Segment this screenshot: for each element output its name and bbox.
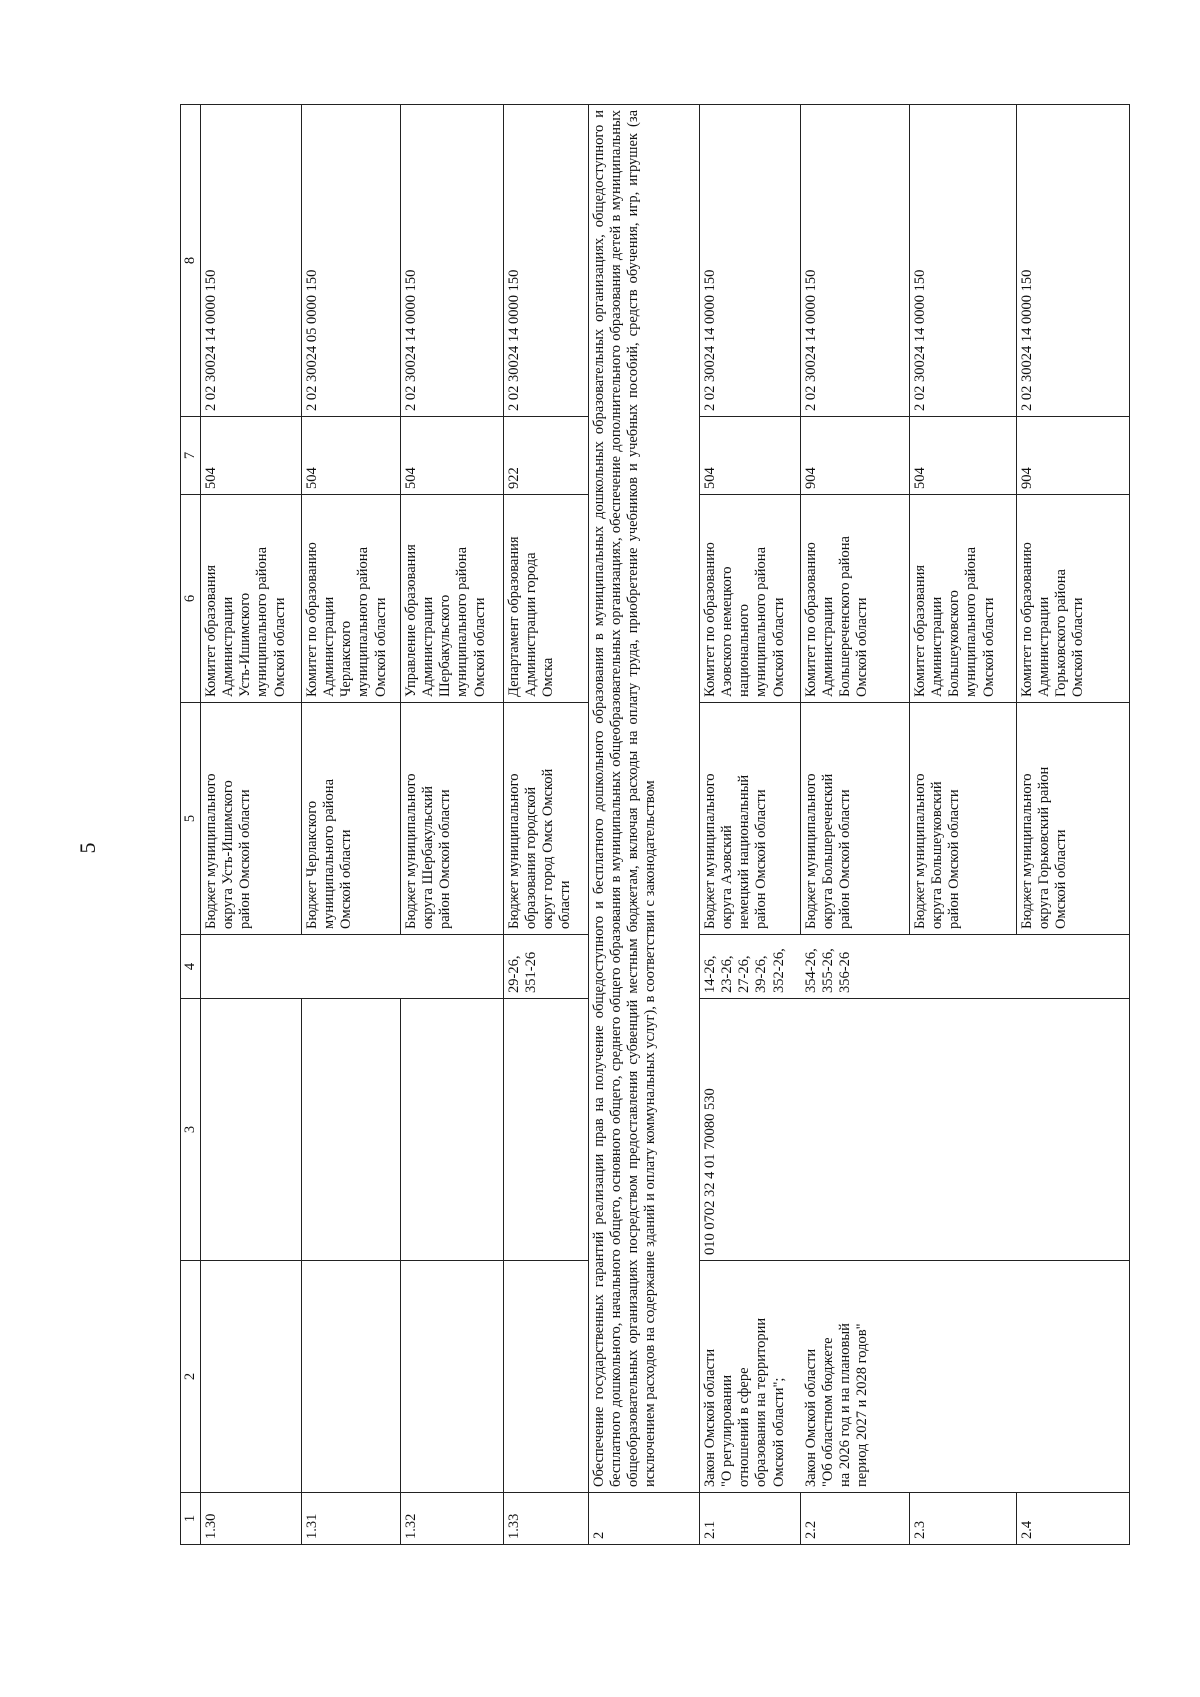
budget-cell bbox=[1017, 703, 1130, 935]
admin-line: Комитет по образованию bbox=[803, 542, 820, 697]
admin-line: Горьковского района bbox=[1053, 569, 1070, 697]
law-cell bbox=[1017, 1261, 1130, 1493]
budget-line: район Омской области bbox=[237, 789, 254, 929]
law-line: отношений в сфере bbox=[736, 1367, 753, 1487]
budget-line: округа Усть-Ишимского bbox=[220, 780, 237, 929]
law-cell bbox=[302, 1261, 401, 1493]
column-header: 7 bbox=[181, 417, 201, 495]
budget-line: Бюджет муниципального bbox=[912, 773, 929, 929]
admin-cell bbox=[302, 495, 401, 703]
law-cell bbox=[504, 1261, 589, 1493]
budget-line: немецкий национальный bbox=[736, 774, 753, 929]
table-row bbox=[504, 105, 589, 1545]
admin-line: Шербакульского bbox=[437, 594, 454, 697]
admin-line: Администрации bbox=[420, 596, 437, 697]
admin-line: Омской области bbox=[980, 597, 997, 697]
budget-cell bbox=[401, 703, 504, 935]
law-line: Закон Омской области bbox=[802, 1348, 819, 1487]
row-number: 2.1 bbox=[700, 1493, 801, 1545]
admin-line: Администрации bbox=[220, 596, 237, 697]
law-line: образования на территории bbox=[753, 1317, 770, 1487]
budget-line: муниципального района bbox=[321, 779, 338, 929]
code-cell: 504 bbox=[401, 417, 504, 495]
budget-line: район Омской области bbox=[837, 789, 854, 929]
column-header: 1 bbox=[181, 1493, 201, 1545]
kbk-cell: 2 02 30024 14 0000 150 bbox=[1017, 105, 1130, 417]
points-cell bbox=[801, 935, 910, 999]
admin-line: Омской области bbox=[471, 597, 488, 697]
admin-line: Администрации bbox=[1036, 596, 1053, 697]
budget-line: район Омской области bbox=[437, 789, 454, 929]
kbk-cell: 2 02 30024 14 0000 150 bbox=[401, 105, 504, 417]
classifier-cell bbox=[201, 999, 302, 1261]
admin-line: Комитет по образованию bbox=[1019, 542, 1036, 697]
points-line: 351-26 bbox=[523, 951, 540, 993]
admin-cell bbox=[201, 495, 302, 703]
row-number: 2.3 bbox=[910, 1493, 1017, 1545]
law-line: Омской области"; bbox=[770, 1377, 787, 1487]
section-row bbox=[589, 105, 700, 1545]
classifier-cell bbox=[1017, 999, 1130, 1261]
admin-line: Азовского немецкого bbox=[719, 566, 736, 697]
admin-cell bbox=[910, 495, 1017, 703]
row-number: 2 bbox=[589, 1493, 700, 1545]
rotated-table-wrapper bbox=[180, 105, 1200, 1545]
admin-line: муниципального района bbox=[355, 547, 372, 697]
admin-line: Омской области bbox=[271, 597, 288, 697]
row-number: 1.30 bbox=[201, 1493, 302, 1545]
table-row bbox=[700, 105, 801, 1545]
law-line: "Об областном бюджете bbox=[819, 1337, 836, 1487]
admin-line: Комитет образования bbox=[203, 564, 220, 697]
code-cell: 504 bbox=[201, 417, 302, 495]
kbk-cell: 2 02 30024 14 0000 150 bbox=[700, 105, 801, 417]
law-cell bbox=[700, 1261, 801, 1493]
kbk-cell: 2 02 30024 05 0000 150 bbox=[302, 105, 401, 417]
admin-line: Администрации bbox=[929, 596, 946, 697]
points-cell bbox=[700, 935, 801, 999]
admin-line: Управление образования bbox=[403, 544, 420, 697]
budget-line: округа Большереченский bbox=[820, 773, 837, 929]
row-number: 1.33 bbox=[504, 1493, 589, 1545]
code-cell: 922 bbox=[504, 417, 589, 495]
points-line: 356-26 bbox=[836, 951, 853, 993]
column-header: 4 bbox=[181, 935, 201, 999]
budget-line: Бюджет муниципального bbox=[803, 773, 820, 929]
budget-line: Бюджет Черлакского bbox=[304, 800, 321, 929]
budget-cell bbox=[801, 703, 910, 935]
classifier-cell bbox=[401, 999, 504, 1261]
admin-line: Администрации города bbox=[523, 552, 540, 697]
classifier-cell bbox=[801, 999, 910, 1261]
kbk-cell: 2 02 30024 14 0000 150 bbox=[910, 105, 1017, 417]
admin-line: Администрации bbox=[820, 596, 837, 697]
column-header: 3 bbox=[181, 999, 201, 1261]
budget-line: район Омской области bbox=[753, 789, 770, 929]
subvention-table bbox=[180, 104, 1130, 1545]
admin-line: Омской области bbox=[372, 597, 389, 697]
admin-line: Омска bbox=[540, 657, 557, 697]
column-header: 5 bbox=[181, 703, 201, 935]
points-cell bbox=[910, 935, 1017, 999]
budget-line: Бюджет муниципального bbox=[1019, 773, 1036, 929]
law-line: период 2027 и 2028 годов" bbox=[853, 1323, 870, 1487]
admin-line: Комитет по образованию bbox=[702, 542, 719, 697]
section-description: Обеспечение государственных гарантий реализации прав на получение общедоступного и бесплатного дошкольного образования в муниципальных дошкольных образовательных организациях, общедоступного и бесплатного дошкольного, начального общего, основного общего, среднего общего образования в муниципальных общеобразовательных организациях, обеспечение дополнительного образования детей в муниципальных общеобразовательных организациях посредством предоставления субвенций местным бюджетам, включая расходы на оплату труда, приобретение учебников и учебных пособий, средств обучения, игр, игрушек (за исключением расходов на содержание зданий и оплату коммунальных услуг), в соответствии с законодательством bbox=[589, 105, 700, 1493]
budget-line: Бюджет муниципального bbox=[702, 773, 719, 929]
budget-line: Омской области bbox=[338, 829, 355, 929]
budget-line: район Омской области bbox=[946, 789, 963, 929]
admin-line: Большереченского района bbox=[837, 536, 854, 697]
points-line: 29-26, bbox=[506, 955, 523, 993]
admin-cell bbox=[401, 495, 504, 703]
table-row bbox=[201, 105, 302, 1545]
code-cell: 904 bbox=[1017, 417, 1130, 495]
budget-line: Омской области bbox=[1053, 829, 1070, 929]
budget-cell bbox=[504, 703, 589, 935]
budget-line: округа Горьковский район bbox=[1036, 766, 1053, 929]
budget-cell bbox=[910, 703, 1017, 935]
column-header: 6 bbox=[181, 495, 201, 703]
law-cell bbox=[401, 1261, 504, 1493]
admin-line: муниципального района bbox=[254, 547, 271, 697]
code-cell: 504 bbox=[700, 417, 801, 495]
law-line: на 2026 год и на плановый bbox=[836, 1323, 853, 1487]
admin-line: Администрации bbox=[321, 596, 338, 697]
row-number: 2.4 bbox=[1017, 1493, 1130, 1545]
table-header-row bbox=[181, 105, 201, 1545]
classifier-cell bbox=[504, 999, 589, 1261]
admin-line: муниципального района bbox=[963, 547, 980, 697]
points-cell bbox=[1017, 935, 1130, 999]
law-line: Закон Омской области bbox=[702, 1348, 719, 1487]
admin-line: муниципального района bbox=[753, 547, 770, 697]
admin-cell bbox=[700, 495, 801, 703]
admin-cell bbox=[1017, 495, 1130, 703]
law-cell bbox=[201, 1261, 302, 1493]
row-number: 1.32 bbox=[401, 1493, 504, 1545]
admin-line: муниципального района bbox=[454, 547, 471, 697]
points-line: 354-26, bbox=[802, 948, 819, 993]
budget-line: округа Шербакульский bbox=[420, 785, 437, 929]
admin-line: Усть-Ишимского bbox=[237, 592, 254, 697]
budget-cell bbox=[302, 703, 401, 935]
classifier-cell bbox=[302, 999, 401, 1261]
admin-line: Омской области bbox=[770, 597, 787, 697]
kbk-cell: 2 02 30024 14 0000 150 bbox=[801, 105, 910, 417]
code-cell: 904 bbox=[801, 417, 910, 495]
kbk-cell: 2 02 30024 14 0000 150 bbox=[201, 105, 302, 417]
classifier-cell: 010 0702 32 4 01 70080 530 bbox=[700, 999, 801, 1261]
budget-line: округ город Омск Омской bbox=[540, 768, 557, 929]
points-line: 14-26, bbox=[702, 955, 719, 993]
law-cell bbox=[801, 1261, 910, 1493]
row-number: 2.2 bbox=[801, 1493, 910, 1545]
column-header: 2 bbox=[181, 1261, 201, 1493]
budget-line: области bbox=[557, 880, 574, 929]
kbk-cell: 2 02 30024 14 0000 150 bbox=[504, 105, 589, 417]
budget-cell bbox=[700, 703, 801, 935]
points-line: 355-26, bbox=[819, 948, 836, 993]
points-cell bbox=[401, 935, 504, 999]
page-number: 5 bbox=[75, 842, 100, 854]
admin-line: Комитет по образованию bbox=[304, 542, 321, 697]
points-line: 352-26, bbox=[770, 948, 787, 993]
admin-line: национального bbox=[736, 604, 753, 697]
admin-cell bbox=[801, 495, 910, 703]
points-line: 23-26, bbox=[719, 955, 736, 993]
budget-line: Бюджет муниципального bbox=[203, 773, 220, 929]
code-cell: 504 bbox=[910, 417, 1017, 495]
budget-line: образования городской bbox=[523, 786, 540, 929]
law-cell bbox=[910, 1261, 1017, 1493]
admin-line: Департамент образования bbox=[506, 536, 523, 697]
points-line: 39-26, bbox=[753, 955, 770, 993]
admin-cell bbox=[504, 495, 589, 703]
code-cell: 504 bbox=[302, 417, 401, 495]
admin-line: Омской области bbox=[854, 597, 871, 697]
row-number: 1.31 bbox=[302, 1493, 401, 1545]
budget-line: Бюджет муниципального bbox=[506, 773, 523, 929]
table-row bbox=[302, 105, 401, 1545]
budget-cell bbox=[201, 703, 302, 935]
admin-line: Черлакского bbox=[338, 620, 355, 697]
points-cell bbox=[504, 935, 589, 999]
admin-line: Комитет образования bbox=[912, 564, 929, 697]
table-row bbox=[1017, 105, 1130, 1545]
column-header: 8 bbox=[181, 105, 201, 417]
classifier-cell bbox=[910, 999, 1017, 1261]
points-line: 27-26, bbox=[736, 955, 753, 993]
budget-line: округа Азовский bbox=[719, 825, 736, 929]
budget-line: Бюджет муниципального bbox=[403, 773, 420, 929]
law-line: "О регулировании bbox=[719, 1374, 736, 1487]
admin-line: Большеуковского bbox=[946, 590, 963, 697]
points-cell bbox=[201, 935, 302, 999]
budget-line: округа Большеуковский bbox=[929, 781, 946, 929]
points-cell bbox=[302, 935, 401, 999]
table-row bbox=[401, 105, 504, 1545]
table-row bbox=[910, 105, 1017, 1545]
admin-line: Омской области bbox=[1070, 597, 1087, 697]
table-row bbox=[801, 105, 910, 1545]
